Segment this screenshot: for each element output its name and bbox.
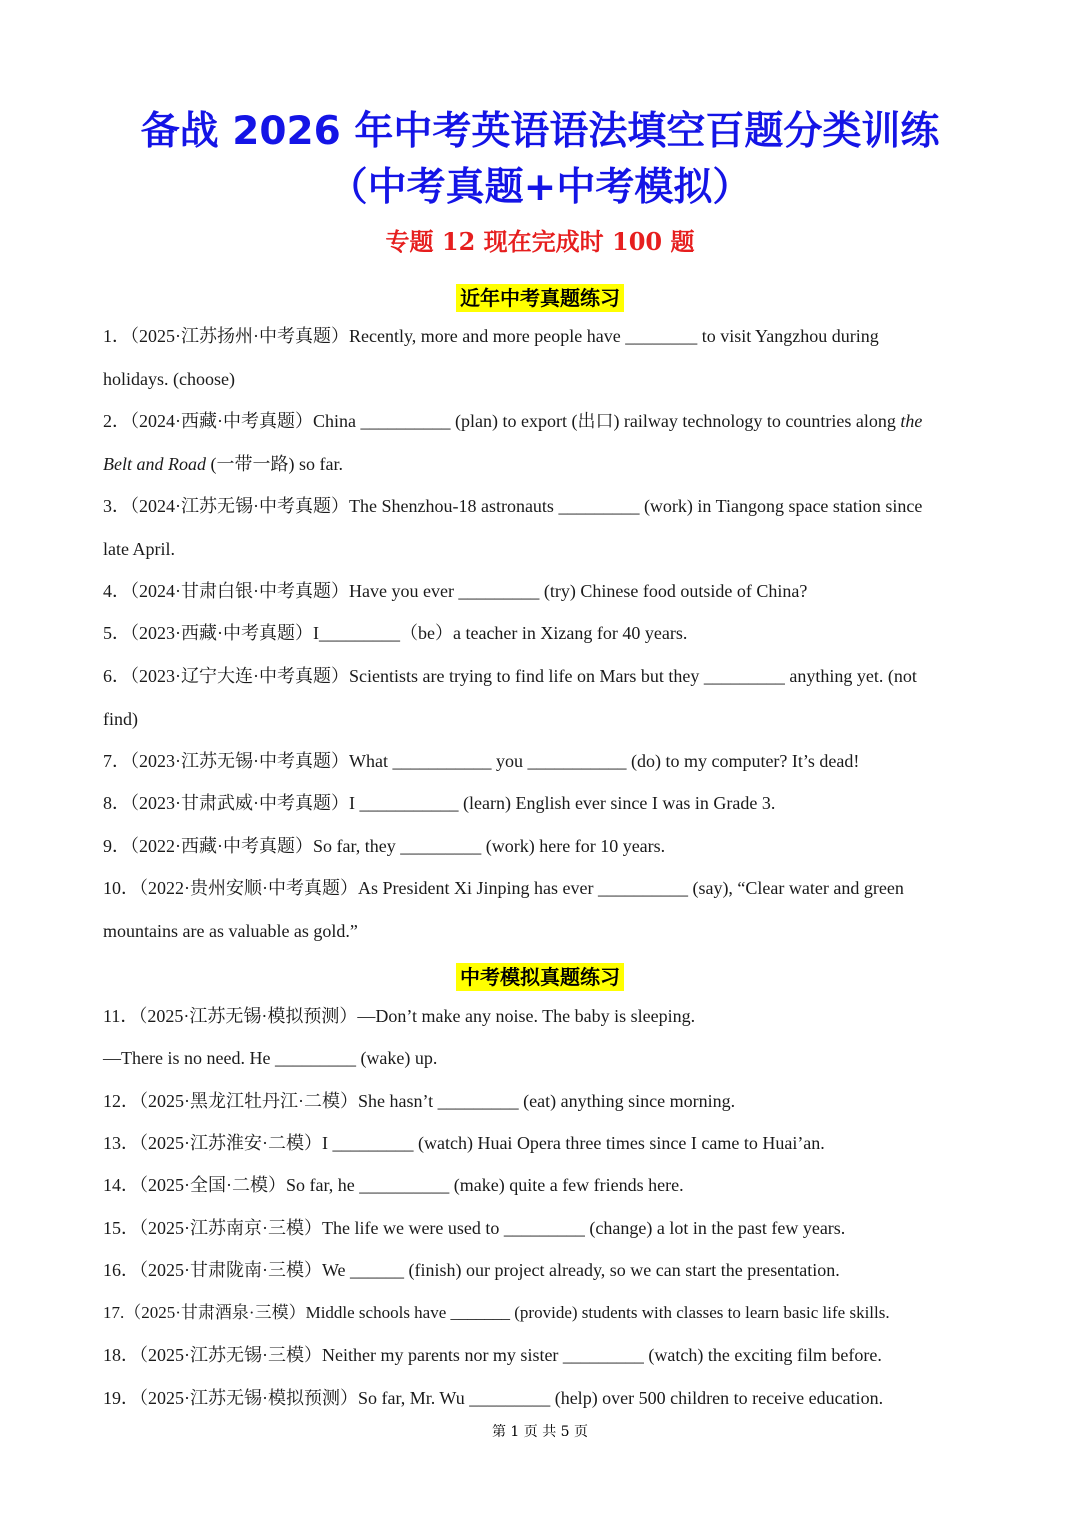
question-17: 17.（2025·甘肃酒泉·三模）Middle schools have _______ (provide) students with classes to learn basic life skills. xyxy=(103,1303,890,1322)
question-11-line-1: 11．（2025·江苏无锡·模拟预测）—Don’t make any noise. The baby is sleeping. xyxy=(103,1006,696,1026)
question-3-line-2: late April. xyxy=(103,539,175,559)
question-2-line-1: 2．（2024·西藏·中考真题）China __________ (plan) to export (出口) railway technology to countries along the xyxy=(103,411,923,431)
question-14: 14．（2025·全国·二模）So far, he __________ (make) quite a few friends here. xyxy=(103,1175,684,1195)
question-5: 5．（2023·西藏·中考真题）I_________（be）a teacher in Xizang for 40 years. xyxy=(103,623,688,643)
section-heading-mock-exams: 中考模拟真题练习 xyxy=(0,961,1080,990)
question-10-line-2: mountains are as valuable as gold.” xyxy=(103,921,358,941)
question-10-line-1: 10．（2022·贵州安顺·中考真题）As President Xi Jinping has ever __________ (say), “Clear water and green xyxy=(103,878,904,898)
question-16: 16．（2025·甘肃陇南·三模）We ______ (finish) our project already, so we can start the presentation. xyxy=(103,1260,840,1280)
question-19: 19．（2025·江苏无锡·模拟预测）So far, Mr. Wu _________ (help) over 500 children to receive education. xyxy=(103,1388,884,1408)
page-title-subline: （中考真题+中考模拟） xyxy=(328,165,752,210)
question-9: 9．（2022·西藏·中考真题）So far, they _________ (work) here for 10 years. xyxy=(103,836,666,856)
question-12: 12．（2025·黑龙江牡丹江·二模）She hasn’t _________ (eat) anything since morning. xyxy=(103,1091,736,1111)
question-6-line-2: find) xyxy=(103,709,138,729)
question-15: 15．（2025·江苏南京·三模）The life we were used to _________ (change) a lot in the past few years. xyxy=(103,1218,846,1238)
question-1-line-1: 1．（2025·江苏扬州·中考真题）Recently, more and more people have ________ to visit Yangzhou during xyxy=(103,326,879,346)
question-8: 8．（2023·甘肃武威·中考真题）I ___________ (learn) English ever since I was in Grade 3. xyxy=(103,793,776,813)
question-18: 18．（2025·江苏无锡·三模）Neither my parents nor my sister _________ (watch) the exciting film before. xyxy=(103,1345,882,1365)
topic-subtitle: 专题 12 现在完成时 100 题 xyxy=(385,227,695,256)
question-13: 13．（2025·江苏淮安·二模）I _________ (watch) Huai Opera three times since I came to Huai’an. xyxy=(103,1133,825,1153)
question-7: 7．（2023·江苏无锡·中考真题）What ___________ you ___________ (do) to my computer? It’s dead! xyxy=(103,751,860,771)
question-3-line-1: 3．（2024·江苏无锡·中考真题）The Shenzhou-18 astronauts _________ (work) in Tiangong space station since xyxy=(103,496,923,516)
page-footer: 第 1 页 共 5 页 xyxy=(491,1424,589,1440)
question-6-line-1: 6．（2023·辽宁大连·中考真题）Scientists are trying to find life on Mars but they _________ anything yet. (not xyxy=(103,666,917,686)
question-1-line-2: holidays. (choose) xyxy=(103,369,235,389)
question-4: 4．（2024·甘肃白银·中考真题）Have you ever _________ (try) Chinese food outside of China? xyxy=(103,581,808,601)
section-heading-real-exams: 近年中考真题练习 xyxy=(0,282,1080,311)
page-title: 备战 2026 年中考英语语法填空百题分类训练 xyxy=(140,109,940,154)
question-2-line-2: Belt and Road (一带一路) so far. xyxy=(103,454,343,474)
question-11-line-2: —There is no need. He _________ (wake) up. xyxy=(103,1048,438,1068)
